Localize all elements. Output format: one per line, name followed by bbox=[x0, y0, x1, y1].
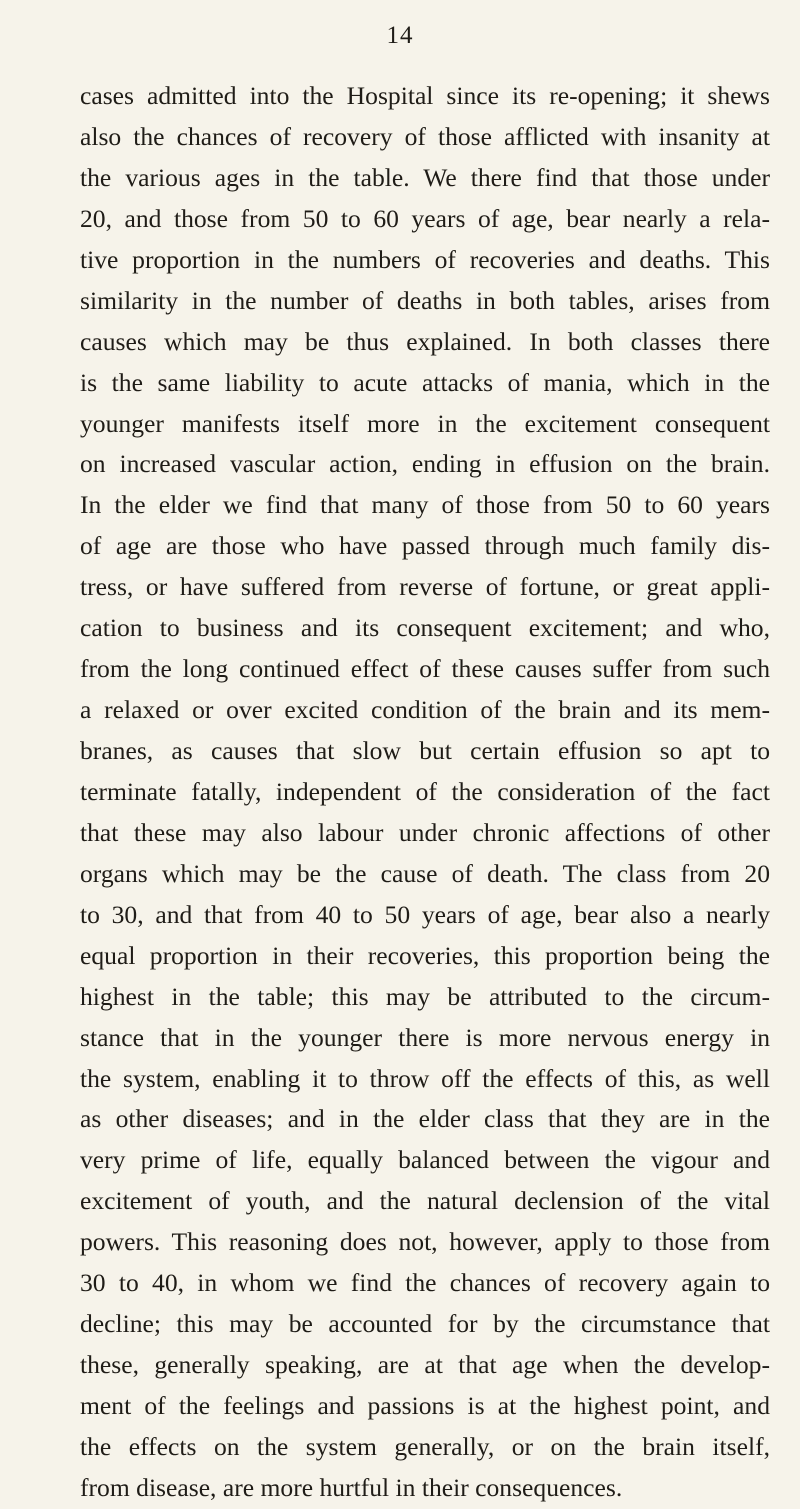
text-line: decline; this may be accounted for by the circumstance that bbox=[80, 1309, 770, 1339]
text-line: the effects on the system generally, or on the brain itself, bbox=[80, 1431, 770, 1461]
text-line: tress, or have suffered from reverse of fortune, or great appli- bbox=[80, 572, 770, 602]
text-line: branes, as causes that slow but certain effusion so apt to bbox=[80, 736, 770, 765]
text-line: very prime of life, equally balanced between the vigour and bbox=[80, 1145, 770, 1175]
text-line: that these may also labour under chronic affections of other bbox=[80, 817, 770, 847]
text-line: cation to business and its consequent excitement; and who, bbox=[80, 613, 770, 643]
text-line: the system, enabling it to throw off the effects of this, as well bbox=[80, 1063, 770, 1093]
text-line: stance that in the younger there is more nervous energy in bbox=[80, 1022, 770, 1052]
text-line: equal proportion in their recoveries, this proportion being the bbox=[80, 940, 770, 970]
text-line: In the elder we find that many of those from 50 to 60 years bbox=[80, 490, 770, 520]
text-line: tive proportion in the numbers of recoveries and deaths. This bbox=[80, 244, 770, 274]
text-line: excitement of youth, and the natural declension of the vital bbox=[80, 1186, 770, 1216]
text-line: ment of the feelings and passions is at the highest point, and bbox=[80, 1391, 770, 1420]
text-line: younger manifests itself more in the excitement consequent bbox=[80, 408, 770, 438]
text-line: terminate fatally, independent of the consideration of the fact bbox=[80, 776, 770, 806]
page-number: 14 bbox=[386, 22, 414, 49]
text-line: on increased vascular action, ending in effusion on the brain. bbox=[80, 449, 770, 479]
text-line: 30 to 40, in whom we find the chances of recovery again to bbox=[80, 1268, 770, 1298]
text-line: as other diseases; and in the elder class that they are in the bbox=[80, 1104, 770, 1134]
text-line: powers. This reasoning does not, however, apply to those from bbox=[80, 1227, 770, 1257]
text-line: from disease, are more hurtful in their consequences. bbox=[80, 1472, 623, 1502]
text-line: to 30, and that from 40 to 50 years of age, bear also a nearly bbox=[80, 899, 770, 929]
text-line: highest in the table; this may be attributed to the circum- bbox=[80, 981, 770, 1011]
text-line: 20, and those from 50 to 60 years of age, bear nearly a rela- bbox=[80, 203, 770, 233]
text-line: a relaxed or over excited condition of the brain and its mem- bbox=[80, 695, 770, 725]
text-line: cases admitted into the Hospital since its re-opening; it shews bbox=[80, 81, 770, 110]
text-line: the various ages in the table. We there find that those under bbox=[80, 162, 770, 192]
text-line: of age are those who have passed through much family dis- bbox=[80, 531, 770, 561]
text-line: also the chances of recovery of those afflicted with insanity at bbox=[80, 121, 770, 151]
text-line: is the same liability to acute attacks of mania, which in the bbox=[80, 367, 770, 397]
text-line: causes which may be thus explained. In both classes there bbox=[80, 326, 770, 356]
text-line: from the long continued effect of these causes suffer from such bbox=[80, 654, 770, 684]
text-line: organs which may be the cause of death. The class from 20 bbox=[80, 858, 770, 888]
text-line: similarity in the number of deaths in both tables, arises from bbox=[80, 285, 770, 315]
text-line: these, generally speaking, are at that age when the develop- bbox=[80, 1350, 770, 1380]
body-text bbox=[80, 76, 770, 1509]
